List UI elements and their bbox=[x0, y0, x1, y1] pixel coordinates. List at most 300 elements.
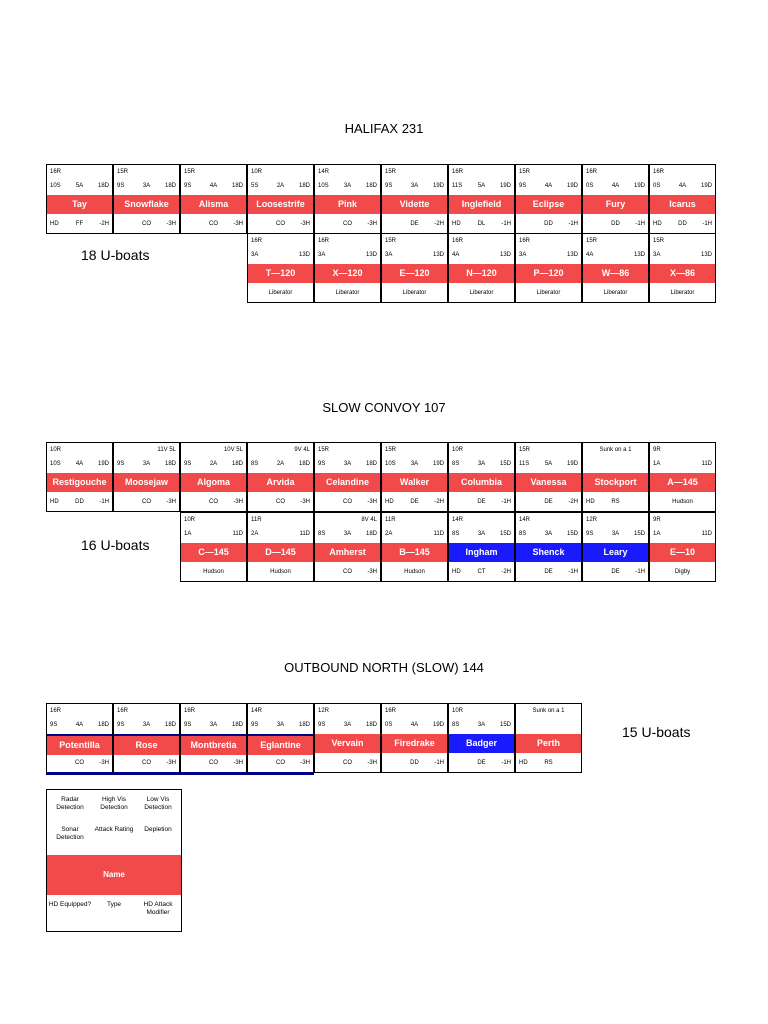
ship-type: RS bbox=[544, 760, 553, 766]
radar-value: 15R bbox=[385, 169, 397, 175]
aircraft-type: Liberator bbox=[469, 290, 494, 296]
unit-card bbox=[381, 442, 448, 512]
radar-value: 11R bbox=[385, 517, 396, 523]
radar-value: 16R bbox=[318, 238, 330, 244]
ship-type: DD bbox=[75, 499, 84, 505]
heading-outbound: OUTBOUND NORTH (SLOW) 144 bbox=[284, 660, 484, 675]
unit-card bbox=[381, 512, 448, 582]
unit-name: Moosejaw bbox=[114, 473, 179, 492]
radar-value: 10R bbox=[50, 447, 62, 453]
ship-type: CO bbox=[209, 760, 218, 766]
sonar-value: 11S bbox=[452, 183, 463, 189]
depletion-value: 15D bbox=[633, 531, 645, 537]
hd-attack-modifier: -2H bbox=[434, 499, 444, 505]
unit-card bbox=[113, 442, 180, 512]
hd-attack-modifier: -1H bbox=[568, 221, 578, 227]
depletion-value: 18D bbox=[97, 183, 109, 189]
ship-type: DL bbox=[477, 221, 486, 227]
unit-name: Tay bbox=[47, 195, 112, 214]
depletion-value: 13D bbox=[700, 252, 712, 258]
depletion-value: 19D bbox=[432, 183, 444, 189]
unit-card bbox=[582, 512, 649, 582]
visibility-values: 10V 5L bbox=[223, 447, 243, 453]
unit-name: E—120 bbox=[382, 264, 447, 283]
ship-type: CO bbox=[343, 221, 352, 227]
unit-name: Loosestrife bbox=[248, 195, 313, 214]
radar-value: 16R bbox=[452, 238, 464, 244]
hd-attack-modifier: -3H bbox=[233, 760, 243, 766]
unit-name: P—120 bbox=[516, 264, 581, 283]
unit-name: Potentilla bbox=[47, 734, 112, 755]
sonar-value: 9S bbox=[184, 461, 192, 467]
hd-equipped: HD bbox=[50, 499, 59, 505]
hd-equipped: HD bbox=[385, 499, 394, 505]
depletion-value: 11D bbox=[433, 531, 444, 537]
radar-value: 14R bbox=[452, 517, 464, 523]
legend-attack: Attack Rating bbox=[94, 826, 134, 833]
aircraft-type: Hudson bbox=[270, 569, 291, 575]
depletion-value: 15D bbox=[499, 722, 511, 728]
depletion-value: 18D bbox=[365, 531, 377, 537]
unit-card bbox=[649, 233, 716, 303]
legend-hd: HD Equipped? bbox=[48, 901, 92, 908]
radar-value: 10R bbox=[452, 708, 464, 714]
attack-value: 3A bbox=[544, 531, 553, 537]
attack-value: 3A bbox=[209, 722, 218, 728]
unit-card bbox=[381, 164, 448, 234]
radar-value: 12R bbox=[586, 517, 598, 523]
unit-name: C—145 bbox=[181, 543, 246, 562]
radar-value: 16R bbox=[452, 169, 464, 175]
ship-type: CO bbox=[276, 221, 285, 227]
ship-type: CO bbox=[75, 760, 84, 766]
attack-value: 3A bbox=[343, 722, 352, 728]
unit-card bbox=[247, 703, 314, 775]
ship-type: DD bbox=[410, 760, 419, 766]
sonar-value: 2A bbox=[385, 531, 393, 537]
uboats-outbound: 15 U-boats bbox=[622, 724, 691, 740]
unit-name: Fury bbox=[583, 195, 648, 214]
depletion-value: 19D bbox=[566, 183, 578, 189]
ship-type: FF bbox=[75, 221, 84, 227]
unit-name: E—10 bbox=[650, 543, 715, 562]
attack-value: 5A bbox=[544, 461, 553, 467]
legend-sonar: Sonar Detection bbox=[56, 826, 84, 841]
aircraft-type: Digby bbox=[674, 569, 691, 575]
hd-attack-modifier: -1H bbox=[635, 569, 645, 575]
depletion-value: 15D bbox=[499, 461, 511, 467]
unit-name: Eclipse bbox=[516, 195, 581, 214]
hd-attack-modifier: -2H bbox=[99, 221, 109, 227]
ship-type: DD bbox=[678, 221, 687, 227]
unit-name: Icarus bbox=[650, 195, 715, 214]
aircraft-type: Hudson bbox=[672, 499, 693, 505]
depletion-value: 18D bbox=[164, 183, 176, 189]
attack-value: 3A bbox=[142, 722, 151, 728]
attack-value: 5A bbox=[75, 183, 84, 189]
uboats-halifax: 18 U-boats bbox=[81, 247, 150, 263]
hd-attack-modifier: -3H bbox=[166, 221, 176, 227]
depletion-value: 18D bbox=[231, 183, 243, 189]
unit-card bbox=[46, 442, 113, 512]
unit-name: T—120 bbox=[248, 264, 313, 283]
unit-name: Arvida bbox=[248, 473, 313, 492]
unit-card bbox=[113, 164, 180, 234]
depletion-value: 18D bbox=[298, 183, 310, 189]
uboats-slow: 16 U-boats bbox=[81, 537, 150, 553]
unit-name: B—145 bbox=[382, 543, 447, 562]
unit-card bbox=[180, 512, 247, 582]
radar-value: 16R bbox=[117, 708, 129, 714]
sonar-value: 8S bbox=[452, 531, 460, 537]
sonar-value: 9S bbox=[251, 722, 259, 728]
heading-halifax: HALIFAX 231 bbox=[344, 121, 424, 136]
hd-attack-modifier: -2H bbox=[568, 499, 578, 505]
depletion-value: 19D bbox=[97, 461, 109, 467]
attack-value: 3A bbox=[142, 183, 151, 189]
aircraft-type: Liberator bbox=[536, 290, 561, 296]
attack-value: 4A bbox=[410, 722, 419, 728]
ship-type: CO bbox=[343, 760, 352, 766]
unit-card bbox=[314, 703, 381, 773]
attack-value: 4A bbox=[209, 183, 218, 189]
depletion-value: 19D bbox=[566, 461, 578, 467]
hd-equipped: HD bbox=[519, 760, 528, 766]
unit-card bbox=[314, 233, 381, 303]
depletion-value: 18D bbox=[365, 722, 377, 728]
unit-name: Ingham bbox=[449, 543, 514, 562]
ship-type: CO bbox=[343, 499, 352, 505]
sonar-value: 9S bbox=[519, 183, 527, 189]
depletion-value: 18D bbox=[298, 461, 310, 467]
radar-value: 15R bbox=[519, 447, 531, 453]
hd-attack-modifier: -1H bbox=[99, 499, 109, 505]
sunk-note: Sunk on a 1 bbox=[599, 447, 632, 453]
unit-card bbox=[247, 164, 314, 234]
unit-card bbox=[180, 442, 247, 512]
unit-card bbox=[314, 512, 381, 582]
unit-name: Celandine bbox=[315, 473, 380, 492]
unit-name: D—145 bbox=[248, 543, 313, 562]
ship-type: DE bbox=[477, 499, 486, 505]
attack-value: 5A bbox=[477, 183, 486, 189]
unit-card bbox=[515, 164, 582, 234]
depletion-value: 18D bbox=[231, 722, 243, 728]
unit-name: Badger bbox=[449, 734, 514, 753]
depletion-value: 13D bbox=[633, 252, 645, 258]
sonar-value: 8S bbox=[251, 461, 259, 467]
radar-value: 15R bbox=[653, 238, 665, 244]
ship-type: DE bbox=[477, 760, 486, 766]
ship-type: CO bbox=[142, 760, 151, 766]
depletion-value: 11D bbox=[299, 531, 310, 537]
unit-card bbox=[515, 233, 582, 303]
sonar-value: 3A bbox=[653, 252, 661, 258]
legend-lowvis: Low Vis Detection bbox=[144, 796, 172, 811]
unit-card bbox=[515, 512, 582, 582]
legend-highvis: High Vis Detection bbox=[100, 796, 128, 811]
unit-card bbox=[448, 233, 515, 303]
attack-value: 3A bbox=[343, 461, 352, 467]
hd-attack-modifier: -3H bbox=[99, 760, 109, 766]
unit-card bbox=[381, 233, 448, 303]
radar-value: 15R bbox=[385, 447, 397, 453]
depletion-value: 18D bbox=[365, 183, 377, 189]
unit-name: Vanessa bbox=[516, 473, 581, 492]
depletion-value: 19D bbox=[432, 722, 444, 728]
unit-card bbox=[180, 164, 247, 234]
ship-type: CT bbox=[477, 569, 486, 575]
aircraft-type: Liberator bbox=[268, 290, 293, 296]
attack-value: 4A bbox=[75, 461, 84, 467]
hd-equipped: HD bbox=[653, 221, 662, 227]
hd-attack-modifier: -3H bbox=[300, 221, 310, 227]
hd-attack-modifier: -1H bbox=[635, 221, 645, 227]
depletion-value: 18D bbox=[298, 722, 310, 728]
hd-attack-modifier: -3H bbox=[367, 499, 377, 505]
ship-type: DD bbox=[544, 221, 553, 227]
unit-name: Columbia bbox=[449, 473, 514, 492]
legend-hdattack: HD Attack Modifier bbox=[143, 901, 173, 916]
aircraft-type: Liberator bbox=[402, 290, 427, 296]
hd-attack-modifier: -1H bbox=[434, 760, 444, 766]
legend-type: Type bbox=[106, 901, 122, 908]
legend-depletion: Depletion bbox=[144, 826, 172, 833]
attack-value: 3A bbox=[477, 531, 486, 537]
attack-value: 2A bbox=[276, 461, 285, 467]
ship-type: CO bbox=[209, 499, 218, 505]
hd-attack-modifier: -3H bbox=[233, 499, 243, 505]
attack-value: 4A bbox=[678, 183, 687, 189]
sonar-value: 10S bbox=[50, 461, 61, 467]
unit-card bbox=[180, 703, 247, 775]
ship-type: DE bbox=[611, 569, 620, 575]
attack-value: 3A bbox=[343, 531, 352, 537]
attack-value: 3A bbox=[477, 461, 486, 467]
heading-slow-convoy: SLOW CONVOY 107 bbox=[322, 400, 446, 415]
unit-card bbox=[381, 703, 448, 773]
hd-attack-modifier: -1H bbox=[702, 221, 712, 227]
hd-attack-modifier: -1H bbox=[568, 569, 578, 575]
radar-value: 14R bbox=[251, 708, 263, 714]
ship-type: RS bbox=[611, 499, 620, 505]
sonar-value: 9S bbox=[586, 531, 594, 537]
radar-value: 10R bbox=[452, 447, 464, 453]
depletion-value: 13D bbox=[499, 252, 511, 258]
attack-value: 3A bbox=[142, 461, 151, 467]
depletion-value: 13D bbox=[298, 252, 310, 258]
ship-type: CO bbox=[142, 221, 151, 227]
unit-card bbox=[649, 442, 716, 512]
depletion-value: 19D bbox=[633, 183, 645, 189]
unit-name: Perth bbox=[516, 734, 581, 753]
unit-name: Snowflake bbox=[114, 195, 179, 214]
attack-value: 3A bbox=[477, 722, 486, 728]
sonar-value: 4A bbox=[452, 252, 460, 258]
radar-value: 10R bbox=[184, 517, 196, 523]
unit-name: Restigouche bbox=[47, 473, 112, 492]
radar-value: 10R bbox=[251, 169, 263, 175]
sonar-value: 9S bbox=[184, 722, 192, 728]
hd-equipped: HD bbox=[586, 499, 595, 505]
unit-card bbox=[649, 512, 716, 582]
radar-value: 9R bbox=[653, 447, 661, 453]
ship-type: DE bbox=[544, 569, 553, 575]
legend-card bbox=[46, 789, 182, 932]
sonar-value: 8S bbox=[318, 531, 326, 537]
hd-equipped: HD bbox=[452, 569, 461, 575]
unit-card bbox=[113, 703, 180, 775]
sonar-value: 3A bbox=[519, 252, 527, 258]
visibility-values: 11V 5L bbox=[157, 447, 176, 453]
radar-value: 14R bbox=[318, 169, 330, 175]
unit-card bbox=[247, 442, 314, 512]
hd-attack-modifier: -1H bbox=[501, 499, 511, 505]
attack-value: 3A bbox=[276, 722, 285, 728]
sonar-value: 4A bbox=[586, 252, 594, 258]
depletion-value: 18D bbox=[164, 461, 176, 467]
radar-value: 16R bbox=[385, 708, 397, 714]
hd-attack-modifier: -3H bbox=[367, 569, 377, 575]
depletion-value: 15D bbox=[499, 531, 511, 537]
attack-value: 3A bbox=[410, 461, 419, 467]
depletion-value: 19D bbox=[499, 183, 511, 189]
hd-attack-modifier: -3H bbox=[233, 221, 243, 227]
attack-value: 4A bbox=[75, 722, 84, 728]
attack-value: 3A bbox=[410, 183, 419, 189]
unit-name: Firedrake bbox=[382, 734, 447, 753]
sonar-value: 9S bbox=[318, 722, 326, 728]
depletion-value: 11D bbox=[701, 531, 712, 537]
unit-name: Shenck bbox=[516, 543, 581, 562]
unit-card bbox=[46, 164, 113, 234]
unit-name: Vervain bbox=[315, 734, 380, 753]
visibility-values: 8V 4L bbox=[361, 517, 377, 523]
sonar-value: 5S bbox=[251, 183, 259, 189]
legend-radar: Radar Detection bbox=[56, 796, 84, 811]
sonar-value: 1A bbox=[184, 531, 192, 537]
depletion-value: 18D bbox=[365, 461, 377, 467]
unit-card bbox=[649, 164, 716, 234]
radar-value: 9R bbox=[653, 517, 661, 523]
unit-name: Montbretia bbox=[181, 734, 246, 755]
attack-value: 3A bbox=[343, 183, 352, 189]
unit-name: Algoma bbox=[181, 473, 246, 492]
sonar-value: 9S bbox=[385, 183, 393, 189]
unit-card bbox=[448, 442, 515, 512]
unit-name: Inglefield bbox=[449, 195, 514, 214]
sonar-value: 2A bbox=[251, 531, 259, 537]
ship-type: CO bbox=[142, 499, 151, 505]
unit-name: Eglantine bbox=[248, 734, 313, 755]
sonar-value: 10S bbox=[318, 183, 329, 189]
attack-value: 3A bbox=[611, 531, 620, 537]
unit-name: X—86 bbox=[650, 264, 715, 283]
depletion-value: 13D bbox=[566, 252, 578, 258]
aircraft-type: Liberator bbox=[603, 290, 628, 296]
radar-value: 16R bbox=[653, 169, 665, 175]
hd-attack-modifier: -1H bbox=[501, 221, 511, 227]
sonar-value: 9S bbox=[117, 722, 125, 728]
depletion-value: 18D bbox=[231, 461, 243, 467]
sonar-value: 8S bbox=[452, 722, 460, 728]
sonar-value: 8S bbox=[452, 461, 460, 467]
aircraft-type: Hudson bbox=[404, 569, 425, 575]
ship-type: DE bbox=[410, 221, 419, 227]
radar-value: 15R bbox=[184, 169, 196, 175]
hd-attack-modifier: -3H bbox=[367, 221, 377, 227]
sonar-value: 10S bbox=[50, 183, 61, 189]
unit-name: Walker bbox=[382, 473, 447, 492]
ship-type: CO bbox=[209, 221, 218, 227]
sonar-value: 1A bbox=[653, 461, 661, 467]
sonar-value: 0S bbox=[586, 183, 594, 189]
unit-name: Pink bbox=[315, 195, 380, 214]
unit-name: Alisma bbox=[181, 195, 246, 214]
hd-equipped: HD bbox=[50, 221, 59, 227]
sonar-value: 10S bbox=[385, 461, 396, 467]
radar-value: 15R bbox=[586, 238, 598, 244]
unit-name: X—120 bbox=[315, 264, 380, 283]
unit-card bbox=[515, 442, 582, 512]
depletion-value: 19D bbox=[700, 183, 712, 189]
ship-type: CO bbox=[276, 760, 285, 766]
hd-attack-modifier: -3H bbox=[166, 499, 176, 505]
aircraft-type: Liberator bbox=[335, 290, 360, 296]
hd-attack-modifier: -3H bbox=[300, 499, 310, 505]
radar-value: 15R bbox=[519, 169, 531, 175]
unit-card bbox=[582, 164, 649, 234]
radar-value: 16R bbox=[519, 238, 531, 244]
depletion-value: 11D bbox=[701, 461, 712, 467]
unit-name: Stockport bbox=[583, 473, 648, 492]
hd-equipped: HD bbox=[452, 221, 461, 227]
sunk-note: Sunk on a 1 bbox=[532, 708, 565, 714]
hd-attack-modifier: -1H bbox=[501, 760, 511, 766]
unit-name: Vidette bbox=[382, 195, 447, 214]
unit-card bbox=[314, 164, 381, 234]
sonar-value: 11S bbox=[519, 461, 530, 467]
sonar-value: 8S bbox=[519, 531, 527, 537]
unit-card bbox=[448, 703, 515, 773]
depletion-value: 15D bbox=[566, 531, 578, 537]
sonar-value: 9S bbox=[50, 722, 58, 728]
radar-value: 14R bbox=[519, 517, 531, 523]
unit-card bbox=[247, 233, 314, 303]
legend-name: Name bbox=[47, 855, 181, 895]
visibility-values: 9V 4L bbox=[294, 447, 310, 453]
unit-name: Amherst bbox=[315, 543, 380, 562]
hd-attack-modifier: -2H bbox=[501, 569, 511, 575]
attack-value: 2A bbox=[276, 183, 285, 189]
unit-card bbox=[515, 703, 582, 773]
radar-value: 16R bbox=[586, 169, 598, 175]
aircraft-type: Liberator bbox=[670, 290, 695, 296]
ship-type: DD bbox=[611, 221, 620, 227]
aircraft-type: Hudson bbox=[203, 569, 224, 575]
sonar-value: 3A bbox=[385, 252, 393, 258]
depletion-value: 18D bbox=[164, 722, 176, 728]
sonar-value: 9S bbox=[117, 183, 125, 189]
unit-card bbox=[314, 442, 381, 512]
ship-type: DE bbox=[410, 499, 419, 505]
depletion-value: 18D bbox=[97, 722, 109, 728]
depletion-value: 19D bbox=[432, 461, 444, 467]
radar-value: 11R bbox=[251, 517, 262, 523]
radar-value: 12R bbox=[318, 708, 330, 714]
ship-type: CO bbox=[343, 569, 352, 575]
radar-value: 16R bbox=[251, 238, 263, 244]
